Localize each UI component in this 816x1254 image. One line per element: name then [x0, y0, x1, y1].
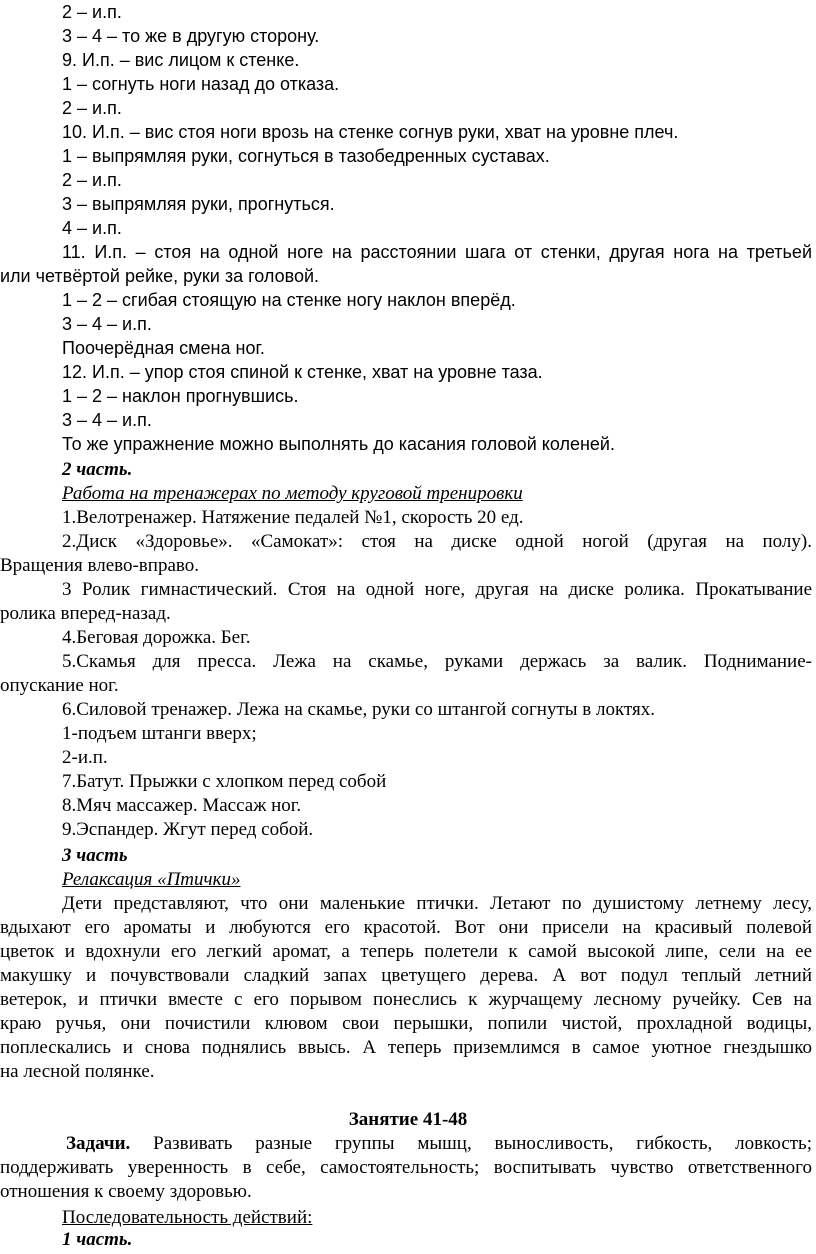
lesson-title: Занятие 41-48	[348, 1109, 468, 1130]
trainer-line: 4.Беговая дорожка. Бег.	[62, 627, 251, 648]
tasks-line: поддерживать уверенность в себе, самостоятельность; воспитывать чувство ответственного	[0, 1157, 812, 1178]
sequence-label: Последовательность действий:	[62, 1207, 313, 1228]
trainer-line: 5.Скамья для пресса. Лежа на скамье, руками держась за валик. Поднимание-	[62, 651, 812, 672]
tasks-text: Развивать разные группы мышц, выносливость, гибкость, ловкость;	[153, 1133, 813, 1154]
exercise-line: 1 – 2 – сгибая стоящую на стенке ногу наклон вперёд.	[62, 290, 516, 310]
exercise-line: То же упражнение можно выполнять до касания головой коленей.	[62, 434, 615, 454]
relaxation-text-line: ветерок, и птички вместе с его порывом понеслись к журчащему лесному ручейку. Сев на	[0, 989, 812, 1010]
trainer-line: 1-подъем штанги вверх;	[62, 723, 257, 744]
relaxation-text-line: макушку и почувствовали сладкий запах цветущего дерева. А вот подул теплый летний	[0, 965, 812, 986]
part2-heading: 2 часть.	[62, 459, 133, 480]
exercise-line: 1 – выпрямляя руки, согнуться в тазобедренных суставах.	[62, 146, 550, 166]
relaxation-text-line: вдыхают его ароматы и любуются его красотой. Вот они присели на красивый полевой	[0, 917, 812, 938]
trainer-line: опускание ног.	[0, 675, 119, 696]
part2-subheading: Работа на тренажерах по методу круговой тренировки	[62, 483, 523, 504]
relaxation-text-line: цветок и вдохнули его легкий аромат, а теперь полетели к самой высокой липе, сели на ее	[0, 941, 812, 962]
trainer-line: 1.Велотренажер. Натяжение педалей №1, скорость 20 ед.	[62, 507, 524, 528]
tasks-line: отношения к своему здоровью.	[0, 1181, 252, 1202]
tasks-line-first	[0, 1132, 812, 1156]
exercise-line: 3 – 4 – то же в другую сторону.	[62, 26, 320, 46]
exercise-line: 1 – согнуть ноги назад до отказа.	[62, 74, 340, 94]
relaxation-text-line: поплескались и снова поднялись ввысь. А теперь приземлимся в самое уютное гнездышко	[0, 1037, 812, 1058]
trainer-line: 2-и.п.	[62, 747, 108, 768]
trainer-line: 7.Батут. Прыжки с хлопком перед собой	[62, 771, 387, 792]
exercise-line: 3 – 4 – и.п.	[62, 410, 152, 430]
exercise-line: 4 – и.п.	[62, 218, 122, 238]
part3-subheading: Релаксация «Птички»	[62, 869, 241, 890]
exercise-line: 12. И.п. – упор стоя спиной к стенке, хват на уровне таза.	[62, 362, 543, 382]
trainer-line: 8.Мяч массажер. Массаж ног.	[62, 795, 302, 816]
exercise-line: 9. И.п. – вис лицом к стенке.	[62, 50, 300, 70]
relaxation-text-line: Дети представляют, что они маленькие птички. Летают по душистому летнему лесу,	[62, 893, 812, 914]
exercise-line: 3 – выпрямляя руки, прогнуться.	[62, 194, 335, 214]
exercise-line: 2 – и.п.	[62, 170, 122, 190]
exercise-line: Поочерёдная смена ног.	[62, 338, 265, 358]
relaxation-text-line: на лесной полянке.	[0, 1061, 155, 1082]
trainer-line: 2.Диск «Здоровье». «Самокат»: стоя на диске одной ногой (другая на полу).	[62, 531, 812, 552]
exercise-line: 3 – 4 – и.п.	[62, 314, 152, 334]
relaxation-text-line: краю ручья, они почистили клювом свои перышки, попили чистой, прохладной водицы,	[0, 1013, 812, 1034]
tasks-label: Задачи.	[66, 1133, 131, 1154]
part1-heading: 1 часть.	[62, 1229, 133, 1250]
trainer-line: 6.Силовой тренажер. Лежа на скамье, руки со штангой согнуты в локтях.	[62, 699, 656, 720]
exercise-line: 10. И.п. – вис стоя ноги врозь на стенке согнув руки, хват на уровне плеч.	[62, 122, 679, 142]
part3-heading: 3 часть	[62, 845, 128, 866]
trainer-line: ролика вперед-назад.	[0, 603, 171, 624]
trainer-line: 3 Ролик гимнастический. Стоя на одной ноге, другая на диске ролика. Прокатывание	[62, 579, 812, 600]
trainer-line: Вращения влево-вправо.	[0, 555, 199, 576]
exercise-line: 2 – и.п.	[62, 98, 122, 118]
exercise-line: 1 – 2 – наклон прогнувшись.	[62, 386, 299, 406]
exercise-line: 2 – и.п.	[62, 2, 122, 22]
exercise-line: 11. И.п. – стоя на одной ноге на расстоянии шага от стенки, другая нога на третьей	[62, 242, 812, 262]
exercise-line: или четвёртой рейке, руки за головой.	[0, 266, 320, 286]
trainer-line: 9.Эспандер. Жгут перед собой.	[62, 819, 314, 840]
